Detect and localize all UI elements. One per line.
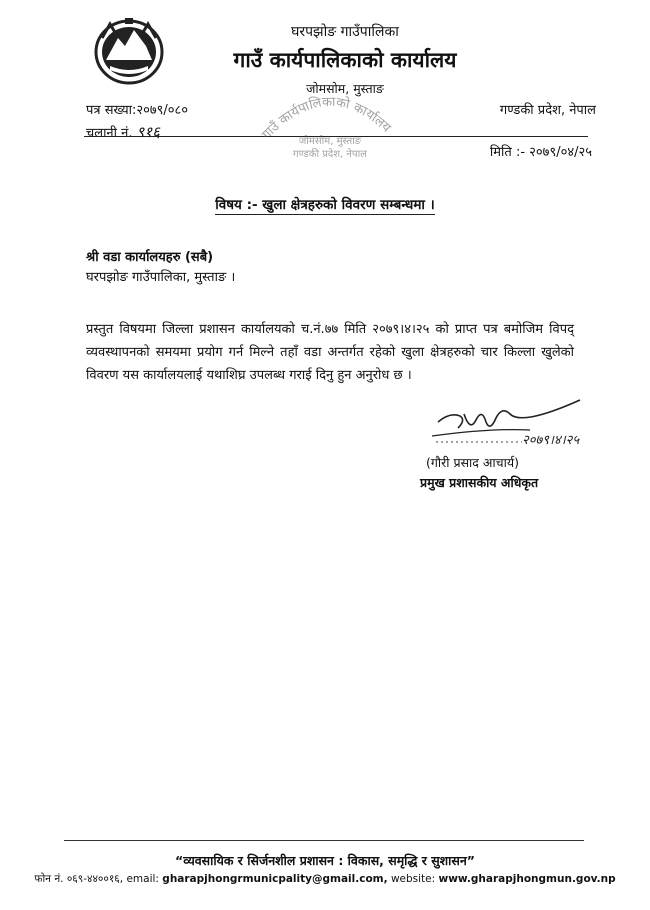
letter-body: प्रस्तुत विषयमा जिल्ला प्रशासन कार्यालयको च.नं.७७ मिति २०७९।४।२५ को प्राप्त पत्र बमोजिम विपद् व्यवस्थापनको समयमा प्रयोग गर्न मिल्ने तहाँ वडा अन्तर्गत रहेको खुला क्षेत्रहरुको चार किल्ला खुलेको विवरण यस कार्यालयलाई यथाशिघ्र उपलब्ध गराई दिनु हुन अनुरोध छ । [86,322,574,383]
dispatch-number [86,122,160,142]
footer-motto: “व्यवसायिक र सिर्जनशील प्रशासन : विकास, समृद्धि र सुशासन” [174,853,476,868]
reference-number: पत्र सख्या:२०७९/०८० [86,103,189,118]
signature-date: २०७९।४।२५ [522,433,580,448]
office-location: जोमसोम, मुस्ताङ [306,81,384,96]
stamp-ring-text: गाउँ कार्यपालिकाको कार्यालय [259,94,394,143]
stamp-line2: गण्डकी प्रदेश, नेपाल [293,149,367,160]
email-label: email: [126,873,159,885]
subject-text: विषय :- खुला क्षेत्रहरुको विवरण सम्बन्धमा । [215,197,435,213]
signatory-name: (गौरी प्रसाद आचार्य) [426,455,519,470]
letter-date: मिति :- २०७९/०४/२५ [489,145,592,160]
website-url: www.gharapjhongmun.gov.np [438,873,616,885]
office-stamp [255,82,405,162]
footer-divider [64,840,584,841]
dispatch-value: ९१६ [136,123,160,141]
recipient-line1: श्री वडा कार्यालयहरु (सबै) [86,250,214,265]
municipality-name: घरपझोङ गाउँपालिका [291,24,399,40]
footer-contact [0,872,650,886]
signatory-title: प्रमुख प्रशासकीय अधिकृत [420,475,539,490]
dispatch-label: चलानी नं. [86,126,133,141]
letter-subject [0,195,650,213]
province-name: गण्डकी प्रदेश, नेपाल [499,103,596,118]
phone-number: फोन नं. ०६९-४४००१६, [34,873,124,885]
nepal-emblem-icon [92,16,166,86]
email-address: gharapjhongrmunicpality@gmail.com, [162,873,388,885]
office-name: गाउँ कार्यपालिकाको कार्यालय [233,48,457,72]
stamp-line1: जोमसोम, मुस्ताङ [298,136,362,147]
recipient-line2: घरपझोङ गाउँपालिका, मुस्ताङ । [86,270,236,285]
website-label: website: [390,873,436,885]
